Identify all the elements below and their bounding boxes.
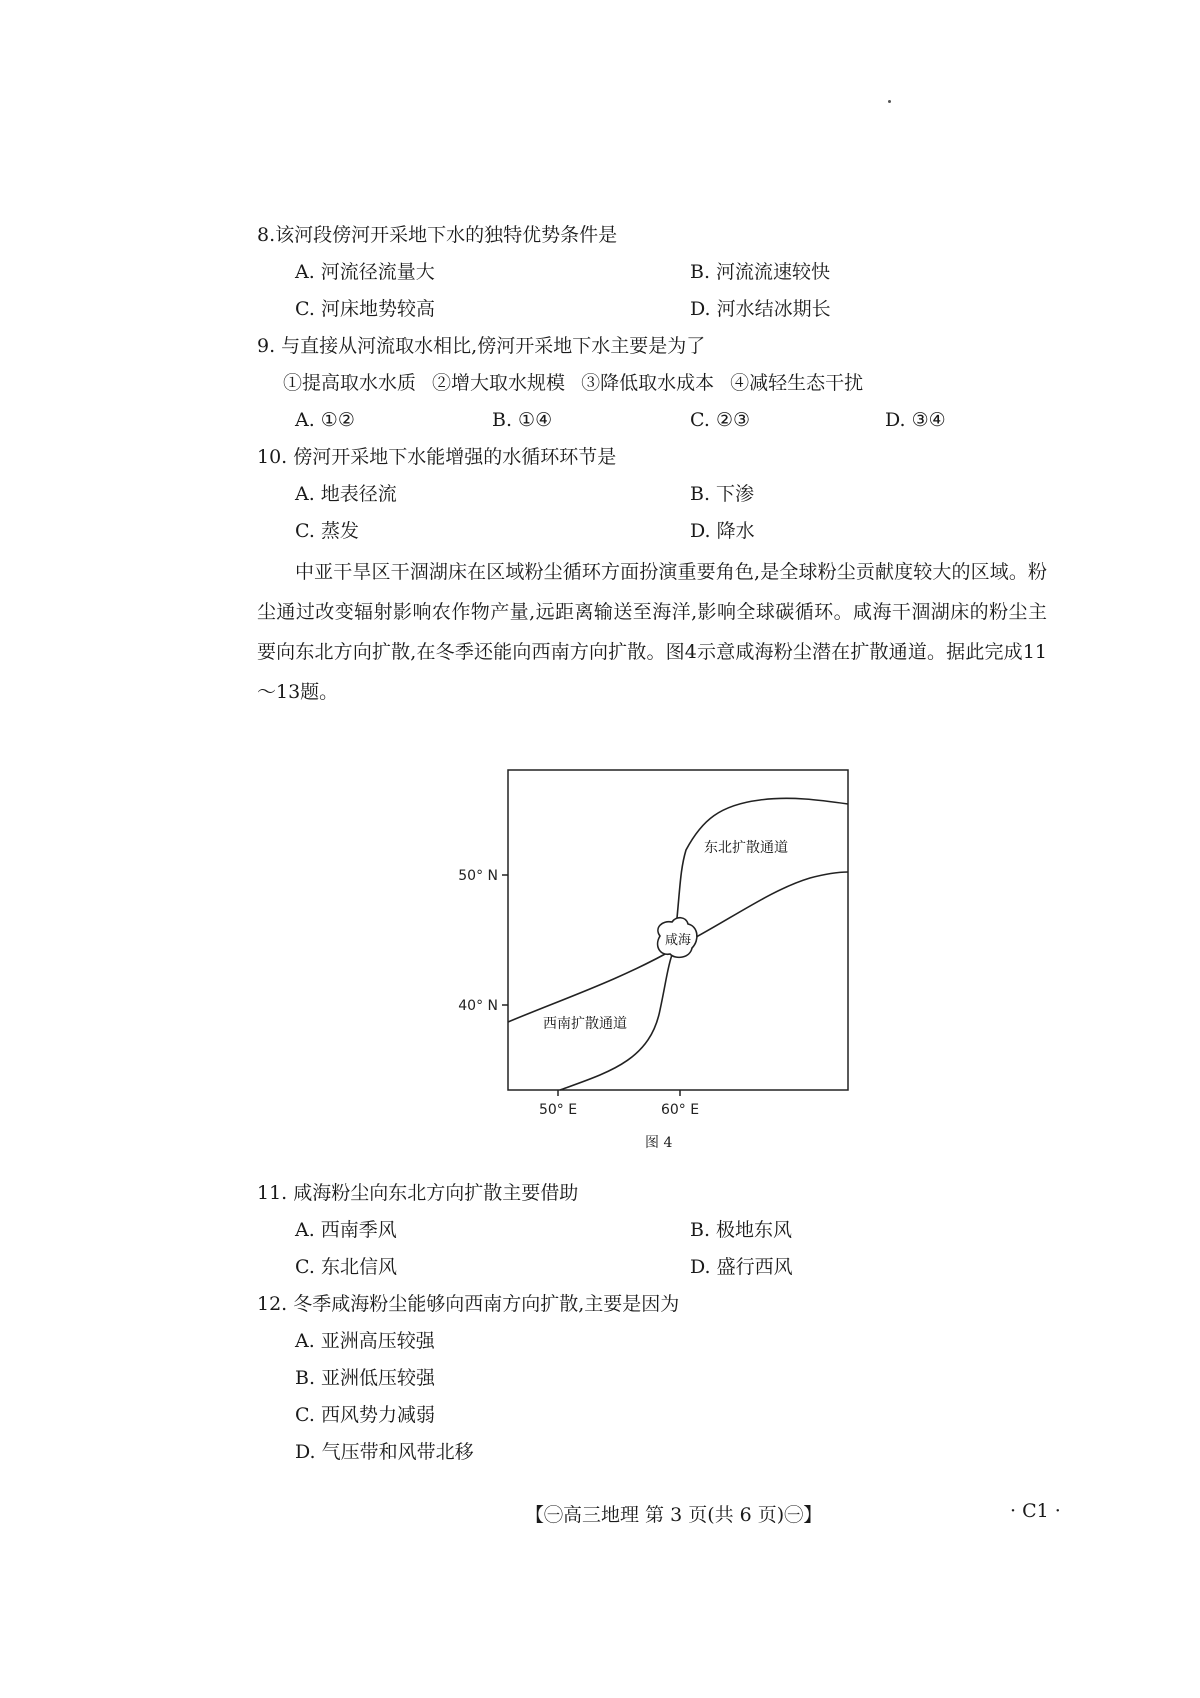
passage	[257, 552, 1047, 712]
q9-option-a: A. ①②	[295, 409, 355, 431]
label-50n: 50° N	[458, 868, 498, 884]
q10-option-a: A. 地表径流	[295, 483, 397, 505]
aral-label: 咸海	[664, 933, 692, 948]
q11-option-b: B. 极地东风	[690, 1219, 793, 1241]
ne-channel-upper-boundary	[676, 798, 848, 928]
passage-text: 中亚干旱区干涸湖床在区域粉尘循环方面扮演重要角色,是全球粉尘贡献度较大的区域。粉尘通过改变辐射影响农作物产量,远距离输送至海洋,影响全球碳循环。咸海干涸湖床的粉尘主要向东北方向扩散,在冬季还能向西南方向扩散。图4示意咸海粉尘潜在扩散通道。据此完成11～13题。	[257, 561, 1047, 703]
q9-stem: 9. 与直接从河流取水相比,傍河开采地下水主要是为了	[257, 335, 706, 357]
label-50e: 50° E	[538, 1102, 578, 1118]
q10-stem: 10. 傍河开采地下水能增强的水循环环节是	[257, 446, 617, 468]
label-60e: 60° E	[660, 1102, 700, 1118]
page-code: · C1 ·	[1010, 1500, 1061, 1522]
q12-option-b: B. 亚洲低压较强	[295, 1367, 436, 1389]
q12-option-d: D. 气压带和风带北移	[295, 1441, 474, 1463]
q11-option-d: D. 盛行西风	[690, 1256, 793, 1278]
q8-option-a: A. 河流径流量大	[295, 261, 435, 283]
label-40n: 40° N	[458, 998, 498, 1014]
q11-option-a: A. 西南季风	[295, 1219, 397, 1241]
q9-option-c: C. ②③	[690, 409, 751, 431]
q9-option-b: B. ①④	[492, 409, 553, 431]
q11-option-c: C. 东北信风	[295, 1256, 397, 1278]
figure-4	[440, 760, 860, 1120]
q10-option-d: D. 降水	[690, 520, 755, 542]
q12-option-c: C. 西风势力减弱	[295, 1404, 435, 1426]
ne-channel-label: 东北扩散通道	[704, 840, 788, 856]
q8-option-d: D. 河水结冰期长	[690, 298, 831, 320]
scan-speck	[888, 100, 891, 103]
q12-stem: 12. 冬季咸海粉尘能够向西南方向扩散,主要是因为	[257, 1293, 680, 1315]
q10-option-c: C. 蒸发	[295, 520, 359, 542]
q9-items: ①提高取水水质 ②增大取水规模 ③降低取水成本 ④减轻生态干扰	[283, 372, 864, 394]
q10-option-b: B. 下渗	[690, 483, 755, 505]
q12-option-a: A. 亚洲高压较强	[295, 1330, 435, 1352]
q8-option-c: C. 河床地势较高	[295, 298, 435, 320]
q8-option-b: B. 河流流速较快	[690, 261, 831, 283]
q11-stem: 11. 咸海粉尘向东北方向扩散主要借助	[257, 1182, 579, 1204]
figure-caption: 图 4	[645, 1135, 673, 1151]
q9-option-d: D. ③④	[885, 409, 946, 431]
figure-4-map	[440, 760, 860, 1120]
q8-stem: 8.该河段傍河开采地下水的独特优势条件是	[257, 224, 618, 246]
page-footer: 【㊀高三地理 第 3 页(共 6 页)㊀】	[525, 1504, 823, 1526]
sw-channel-label: 西南扩散通道	[543, 1016, 627, 1032]
